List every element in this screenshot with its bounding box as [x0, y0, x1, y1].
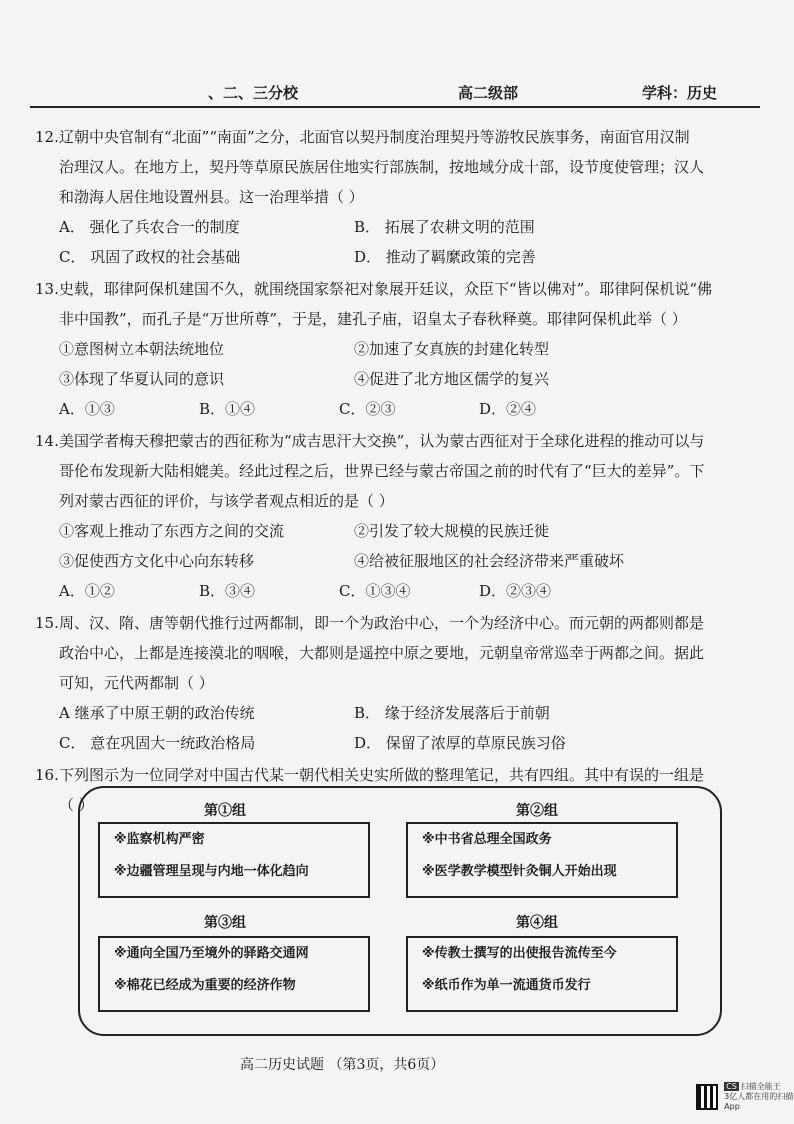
- option-c: C． 巩固了政权的社会基础: [59, 248, 241, 266]
- group-3-box: [98, 936, 370, 1012]
- statement-4: ④促进了北方地区儒学的复兴: [354, 370, 550, 388]
- statement-3: ③体现了华夏认同的意识: [59, 370, 225, 388]
- school-name: 、二、三分校: [208, 84, 299, 102]
- question-15: [35, 608, 765, 758]
- option-a: A．①③: [59, 400, 115, 418]
- question-13: [35, 274, 765, 424]
- option-d: D． 推动了羁縻政策的完善: [354, 248, 536, 266]
- option-a: A． 强化了兵农合一的制度: [59, 218, 240, 236]
- option-d: D．②③④: [479, 582, 552, 600]
- group-3-item-1: ※通向全国乃至境外的驿路交通网: [114, 946, 309, 961]
- question-number: 13.: [35, 280, 59, 298]
- question-text: 非中国教”，而孔子是“万世所尊”，于是，建孔子庙，诏皇太子春秋释奠。耶律阿保机此举（ ）: [59, 310, 687, 328]
- option-b: B．③④: [199, 582, 256, 600]
- statement-3: ③促使西方文化中心向东转移: [59, 552, 255, 570]
- question-text: 美国学者梅天穆把蒙古的西征称为“成吉思汗大交换”，认为蒙古西征对于全球化进程的推动可以与: [59, 432, 705, 450]
- group-4-item-2: ※纸币作为单一流通货币发行: [422, 978, 591, 993]
- question-text: 下列图示为一位同学对中国古代某一朝代相关史实所做的整理笔记，共有四组。其中有误的一组是: [59, 766, 705, 784]
- group-1-item-2: ※边疆管理呈现与内地一体化趋向: [114, 864, 309, 879]
- option-b: B．①④: [199, 400, 256, 418]
- option-b: B． 缘于经济发展落后于前朝: [354, 704, 550, 722]
- question-text: 治理汉人。在地方上，契丹等草原民族居住地实行部族制，按地域分成十部，设节度使管理；汉人: [59, 158, 705, 176]
- group-4-item-1: ※传教士撰写的出使报告流传至今: [422, 946, 617, 961]
- question-text: 和渤海人居住地设置州县。这一治理举措（ ）: [59, 188, 364, 206]
- page-footer: 高二历史试题 （第3页，共6页）: [240, 1057, 445, 1073]
- group-1-box: [98, 822, 370, 898]
- questions: [35, 122, 765, 822]
- option-d: D． 保留了浓厚的草原民族习俗: [354, 734, 566, 752]
- question-number: 14.: [35, 432, 59, 450]
- group-4-title: 第④组: [516, 915, 558, 931]
- option-c: C． 意在巩固大一统政治格局: [59, 734, 256, 752]
- qr-code-icon: [696, 1084, 718, 1110]
- group-3-item-2: ※棉花已经成为重要的经济作物: [114, 978, 296, 993]
- question-text: 辽朝中央官制有“北面”“南面”之分，北面官以契丹制度治理契丹等游牧民族事务，南面官用汉制: [59, 128, 690, 146]
- department: 高二级部: [458, 84, 519, 102]
- question-number: 16.: [35, 766, 59, 784]
- scanner-watermark: [696, 1082, 794, 1112]
- scanner-tagline: 3亿人都在用的扫描App: [724, 1092, 794, 1111]
- question-text: 列对蒙古西征的评价，与该学者观点相近的是（ ）: [59, 492, 394, 510]
- scanner-logo: CS: [726, 1082, 737, 1091]
- statement-4: ④给被征服地区的社会经济带来严重破坏: [354, 552, 625, 570]
- statement-1: ①意图树立本朝法统地位: [59, 340, 225, 358]
- option-b: B． 拓展了农耕文明的范围: [354, 218, 535, 236]
- page-header: [30, 82, 760, 108]
- group-3-title: 第③组: [204, 915, 246, 931]
- question-text: 可知，元代两都制（ ）: [59, 674, 214, 692]
- question-text: 史载，耶律阿保机建国不久，就围绕国家祭祀对象展开廷议，众臣下“皆以佛对”。耶律阿保机说“佛: [59, 280, 713, 298]
- question-text: 哥伦布发现新大陆相媲美。经此过程之后，世界已经与蒙古帝国之前的时代有了“巨大的差异”。下: [59, 462, 705, 480]
- question-text: 周、汉、隋、唐等朝代推行过两都制，即一个为政治中心，一个为经济中心。而元朝的两都则都是: [59, 614, 705, 632]
- group-4-box: [406, 936, 678, 1012]
- option-c: C．①③④: [339, 582, 411, 600]
- statement-1: ①客观上推动了东西方之间的交流: [59, 522, 285, 540]
- group-2-title: 第②组: [516, 803, 558, 819]
- option-c: C．②③: [339, 400, 396, 418]
- question-number: 15.: [35, 614, 59, 632]
- option-d: D．②④: [479, 400, 537, 418]
- statement-2: ②引发了较大规模的民族迁徙: [354, 522, 550, 540]
- group-2-box: [406, 822, 678, 898]
- group-1-item-1: ※监察机构严密: [114, 832, 205, 847]
- group-1-title: 第①组: [204, 803, 246, 819]
- group-2-item-1: ※中书省总理全国政务: [422, 832, 552, 847]
- question-text: （ ）: [59, 796, 94, 814]
- option-a: A 继承了中原王朝的政治传统: [59, 704, 255, 722]
- question-number: 12.: [35, 128, 59, 146]
- subject: 学科：历史: [642, 84, 718, 102]
- notes-diagram: [78, 786, 722, 1036]
- question-12: [35, 122, 765, 272]
- question-14: [35, 426, 765, 606]
- group-2-item-2: ※医学教学模型针灸铜人开始出现: [422, 864, 617, 879]
- statement-2: ②加速了女真族的封建化转型: [354, 340, 550, 358]
- option-a: A．①②: [59, 582, 115, 600]
- question-text: 政治中心，上都是连接漠北的咽喉，大都则是遥控中原之要地，元朝皇帝常巡幸于两都之间。据此: [59, 644, 705, 662]
- scanner-name: 扫描全能王: [740, 1082, 781, 1091]
